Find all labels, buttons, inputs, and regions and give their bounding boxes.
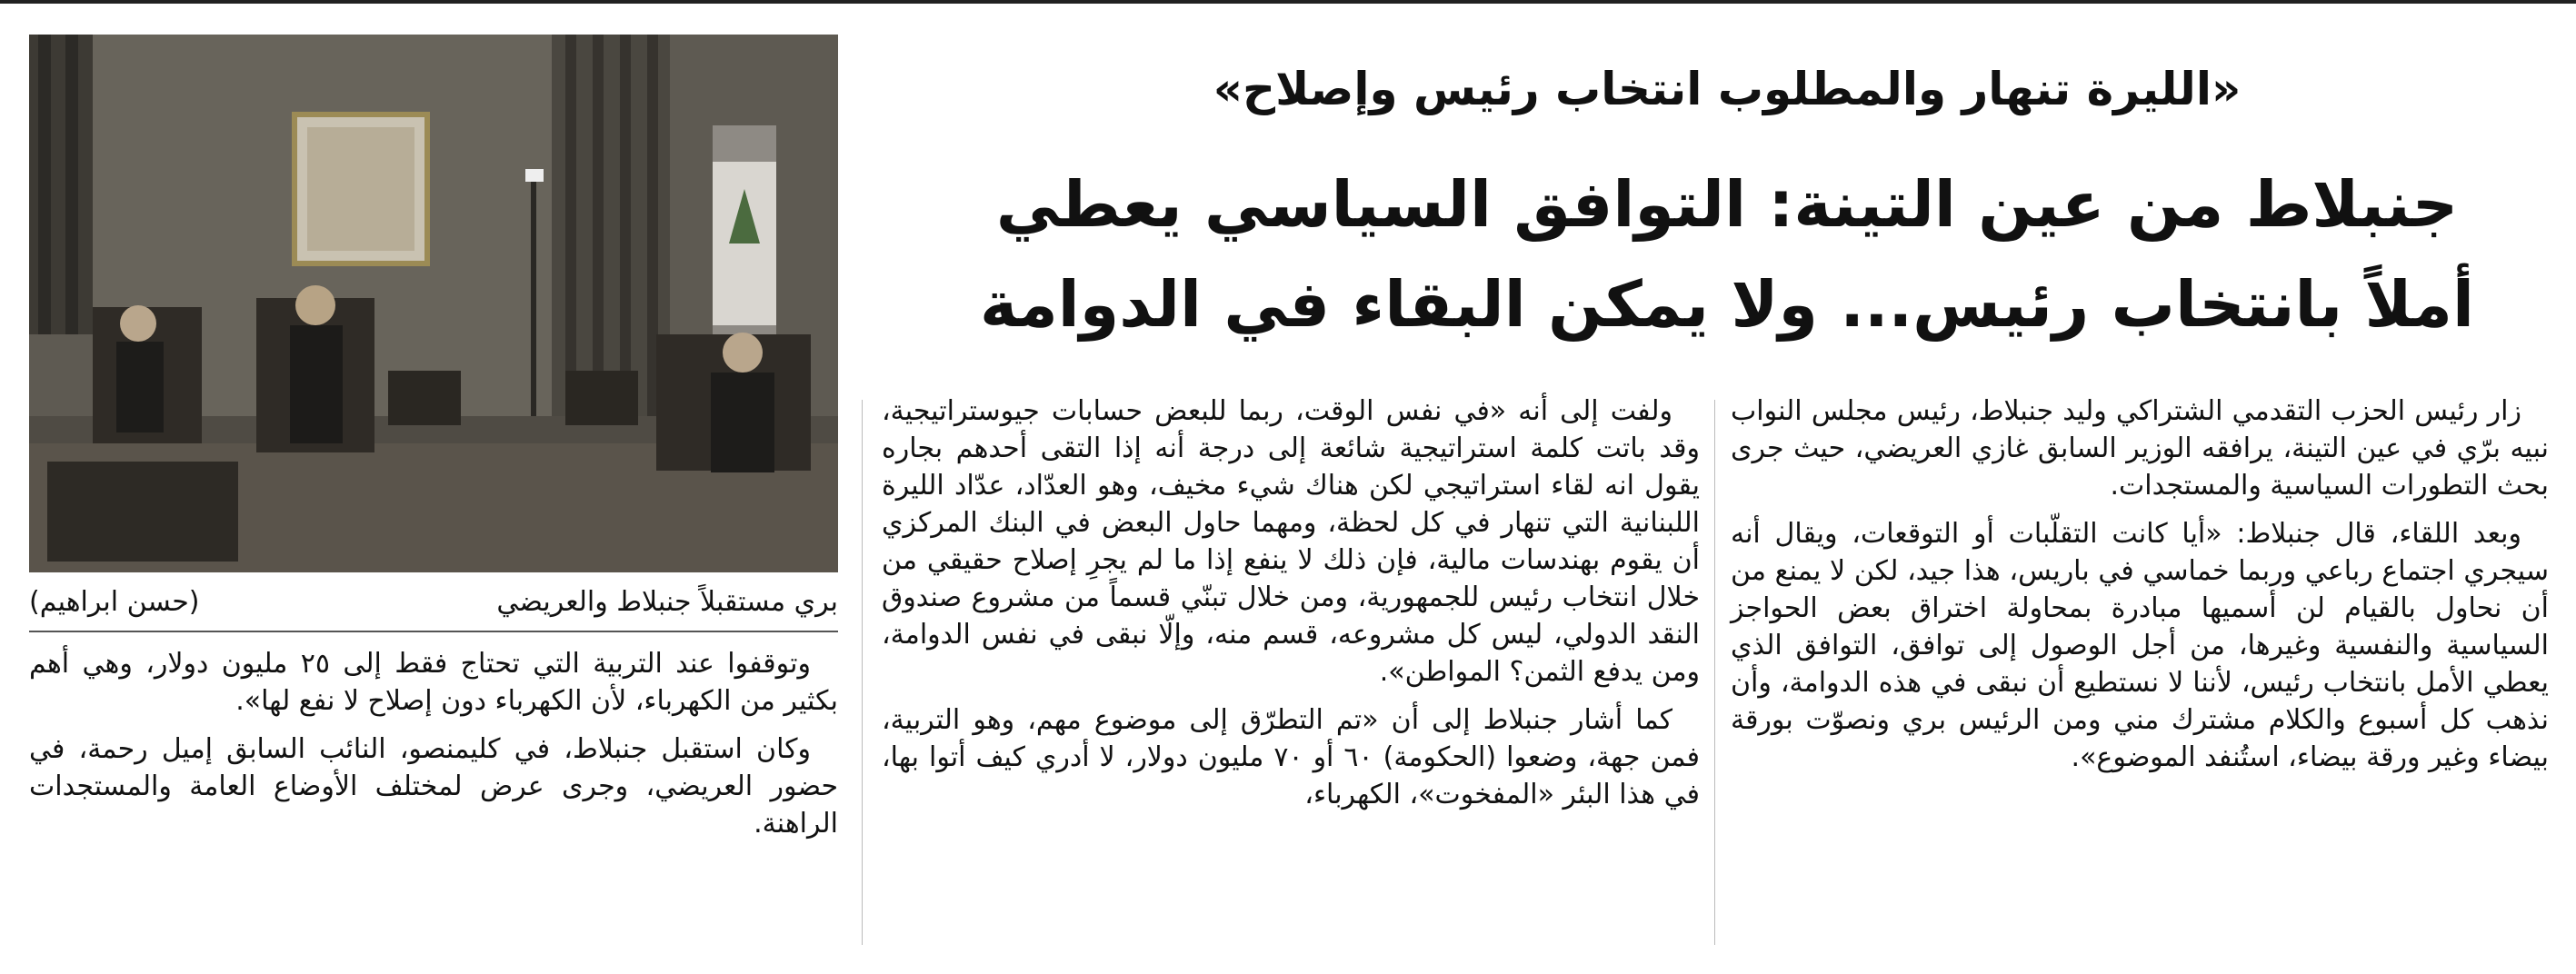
- meeting-photo-image: [29, 35, 838, 572]
- column-divider: [1714, 400, 1715, 945]
- caption-divider: [29, 631, 838, 632]
- article-headline: [891, 154, 2563, 354]
- column-left-paragraph-1: وتوقفوا عند التربية التي تحتاج فقط إلى ٢٥ مليون دولار، وهي أهم بكثير من الكهرباء، لأن الكهرباء دون إصلاح لا نفع لها».: [29, 648, 838, 717]
- news-photo: [29, 35, 838, 572]
- column-divider: [862, 400, 863, 945]
- article-kicker: «الليرة تنهار والمطلوب انتخاب رئيس وإصلاح»: [1213, 63, 2242, 115]
- column-right-paragraph-1: زار رئيس الحزب التقدمي الشتراكي وليد جنبلاط، رئيس مجلس النواب نبيه برّي في عين التينة، يرافقه الوزير السابق غازي العريضي، حيث جرى بحث التطورات السياسية والمستجدات.: [1731, 395, 2549, 502]
- column-middle-paragraph-2: كما أشار جنبلاط إلى أن «تم التطرّق إلى موضوع مهم، وهو التربية، فمن جهة، وضعوا (الحكومة) ٦٠ أو ٧٠ مليون دولار، لا أدري كيف أتوا بها، في هذا البئر «المفخوت»، الكهرباء،: [882, 704, 1700, 810]
- article-column-left: [29, 645, 838, 853]
- column-left-paragraph-2: وكان استقبل جنبلاط، في كليمنصو، النائب السابق إميل رحمة، في حضور العريضي، وجرى عرض لمختلف الأوضاع العامة والمستجدات الراهنة.: [29, 733, 838, 840]
- photo-credit: (حسن ابراهيم): [29, 585, 200, 618]
- headline-line-2: أملاً بانتخاب رئيس... ولا يمكن البقاء في الدوامة: [980, 267, 2474, 342]
- photo-caption-text: بري مستقبلاً جنبلاط والعريضي: [496, 585, 838, 618]
- photo-caption: [29, 580, 838, 623]
- column-right-paragraph-2: وبعد اللقاء، قال جنبلاط: «أيا كانت التقلّبات أو التوقعات، ويقال أنه سيجري اجتماع رباعي وربما خماسي في باريس، هذا جيد، لكن لا يمنع من أن نحاول بالقيام لن أسميها مبادرة بمحاولة اختراق بعض الحواجز السياسية والنفسية وغيرها، من أجل الوصول إلى توافق، التوافق الذي يعطي الأمل بانتخاب رئيس، لأننا لا نستطيع أن نبقى في هذه الدوامة، وأن نذهب كل أسبوع والكلام مشترك مني ومن الرئيس بري ونصوّت بورقة بيضاء وغير ورقة بيضاء، استُنفد الموضوع».: [1731, 518, 2549, 773]
- article-column-middle: [882, 393, 1700, 824]
- column-middle-paragraph-1: ولفت إلى أنه «في نفس الوقت، ربما للبعض حسابات جيوستراتيجية، وقد باتت كلمة استراتيجية شائعة إلى درجة أنه إذا التقى أحدهم بجاره يقول انه لقاء استراتيجي لكن هناك شيء مخيف، وهو العدّاد، عدّاد الليرة اللبنانية التي تنهار في كل لحظة، ومهما حاول البعض في البنك المركزي أن يقوم بهندسات مالية، فإن ذلك لا ينفع إذا ما لم يجرِ إصلاح حقيقي من خلال انتخاب رئيس للجمهورية، ومن خلال تبنّي قسماً من مشروع صندوق النقد الدولي، ليس كل مشروعه، قسم منه، وإلّا نبقى في نفس الدوامة، ومن يدفع الثمن؟ المواطن».: [882, 395, 1700, 688]
- article-column-right: [1731, 393, 2549, 787]
- top-rule: [0, 0, 2576, 4]
- headline-line-1: جنبلاط من عين التينة: التوافق السياسي يعطي: [995, 167, 2459, 242]
